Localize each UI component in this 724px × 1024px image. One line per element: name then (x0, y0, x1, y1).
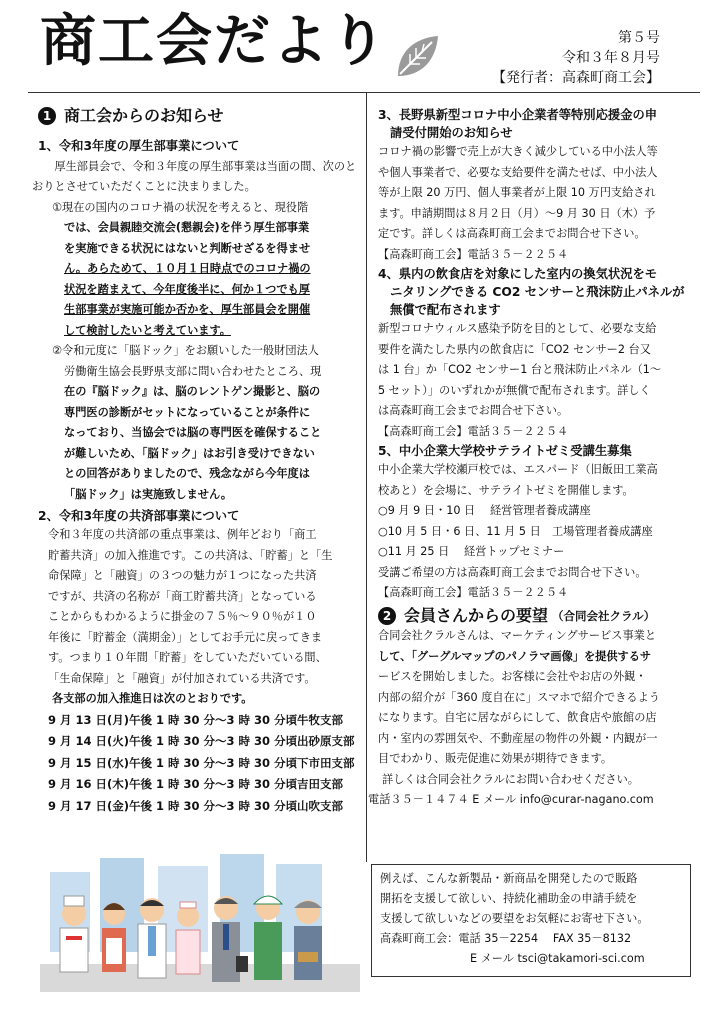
item1-point2 (38, 341, 364, 505)
waitress-figure (102, 903, 126, 972)
schedule-item: 9 月 14 日(火)午後 1 時 30 分～3 時 30 分頃出砂原支部 (48, 734, 355, 748)
item2-title: 2、令和3年度の共済部事業について (38, 509, 240, 523)
item5-course2: ○10 月 5 日・6 日、11 月 5 日 工場管理者養成講座 (378, 524, 653, 538)
nurse-figure (176, 902, 200, 974)
item1-point1-line5: 状況を踏まえて、今年度後半に、何か１つでも厚 (64, 282, 310, 296)
item1-point2-line2: 労働衛生協会長野県支部に問い合わせたところ、現 (64, 364, 322, 378)
item3-line5: 定です。詳しくは高森町商工会までお問合せ下さい。 (378, 227, 646, 240)
item2-line8: 「生命保障」と「融資」が付加されている共済です。 (48, 671, 316, 685)
item4-line4: 5 セット）」のいずれかが無償で配布されます。詳しく (378, 383, 651, 397)
item1-point2-line5: なっており、当協会では脳の専門医を確保すること (64, 426, 322, 439)
item5-course1: ○9 月 9 日・10 日 経営管理者養成講座 (378, 504, 591, 517)
item1-point1-line7: して検討したいと考えています。 (64, 323, 231, 337)
item2-body (38, 525, 364, 710)
item3-line2: や個人事業者で、必要な支給要件を満たせば、中小法人 (378, 165, 658, 179)
issue-date: 令和３年８月号 (562, 50, 660, 66)
workers-illustration (40, 852, 360, 992)
left-column (32, 106, 364, 817)
column-divider (366, 92, 367, 862)
section2-line6: 内・室内の雰囲気や、不動産屋の物件の外観・内観が一 (378, 731, 658, 745)
item1-point2-line7: との回答がありましたので、残念ながら今年度は (64, 467, 310, 480)
section2-line2: して、「グーグルマップのパノラマ画像」を提供するサ (378, 649, 652, 663)
item1-point2-line3: 在の『脳ドック』は、脳のレントゲン撮影と、脳の (64, 385, 321, 398)
item3-line3: 等が上限 20 万円、個人事業者が上限 10 万円支給され (378, 186, 656, 199)
item1-point1 (38, 198, 364, 342)
item2-line1: 令和３年度の共済部の重点事業は、例年どおり「商工 (48, 528, 317, 541)
item4-contact: 【高森町商工会】電話３５－２２５４ (378, 424, 569, 438)
schedule-item: 9 月 13 日(月)午後 1 時 30 分～3 時 30 分頃牛牧支部 (48, 712, 344, 727)
item1-point1-line4: ん。あらためて、１０月１日時点でのコロナ禍の (64, 262, 311, 275)
section2-line4: 内部の紹介が「360 度自在に」スマホで紹介できるよう (378, 690, 660, 704)
item4-line3: は 1 台」か「CO2 センサー1 台と飛沫防止パネル（1～ (378, 363, 662, 376)
item5-course3: ○11 月 25 日 経営トップセミナー (378, 545, 565, 558)
item2-line4: ですが、共済の名称が「商工貯蓄共済」となっている (48, 589, 317, 603)
section1-number: 1 (38, 107, 56, 125)
schedule-list (38, 710, 364, 818)
item2-line6: 年後に「貯蓄金（満期金）」としてお手元に戻ってきま (48, 630, 323, 644)
item4-line1: 新型コロナウィルス感染予防を目的として、必要な支給 (378, 322, 657, 335)
schedule-item: 9 月 15 日(水)午後 1 時 30 分～3 時 30 分頃下市田支部 (48, 755, 355, 770)
item2-line3: 命保障」と「融資」の３つの魅力が１つになった共済 (48, 569, 317, 582)
issue-publisher: 【発行者：高森町商工会】 (492, 70, 660, 86)
item1-point2-line4: 専門医の診断がセットになっていることが条件に (64, 405, 311, 419)
item4-line2: 要件を満たした県内の飲食店に「CO2 センサー2 台又 (378, 342, 651, 356)
chef-figure (60, 896, 88, 972)
section2-line7: 目でわかり、販売促進に効果が期待できます。 (378, 752, 613, 765)
section1-title: 商工会からのお知らせ (64, 106, 224, 125)
worker-figure (254, 896, 282, 980)
section2-subtitle: （合同会社クラル） (552, 608, 656, 623)
item2-line9: 各支部の加入推進日は次のとおりです。 (52, 692, 253, 705)
item3-contact: 【高森町商工会】電話３５－２２５４ (378, 247, 569, 261)
item1-point2-line6: が難しいため、「脳ドック」はお引き受けできない (64, 446, 315, 460)
item5-line2: 校あと）を会場に、サテライトゼミを開催します。 (378, 483, 634, 497)
issue-number: 第５号 (618, 30, 660, 46)
item1-intro: 厚生部員会で、令和３年度の厚生部事業は当面の間、次のとおりとさせていただくことに決まりました。 (32, 159, 357, 193)
item1-point2-line1: ②令和元度に「脳ドック」をお願いした一般財団法人 (52, 344, 319, 357)
schedule-item: 9 月 17 日(金)午後 1 時 30 分～3 時 30 分頃山吹支部 (48, 798, 344, 813)
item3-title-line1: 3、長野県新型コロナ中小企業者等特別応援金の申 (378, 108, 658, 122)
item1-title: 1、令和3年度の厚生部事業について (38, 138, 240, 153)
request-box-line3: 支援して欲しいなどの要望をお気軽にお寄せ下さい。 (380, 912, 649, 925)
section2-line3: ービスを開始しました。お客様に会社やお店の外観・ (378, 670, 647, 683)
request-box (371, 864, 691, 977)
item4-line5: は高森町商工会までお問合せ下さい。 (378, 404, 569, 417)
item3-line4: ます。申請期間は８月２日（月）～9 月 30 日（木）予 (378, 206, 656, 220)
request-box-line2: 開拓を支援して欲しい、持続化補助金の申請手続を (380, 892, 638, 905)
item2-line2: 貯蓄共済」の加入推進です。この共済は、｢貯蓄」と「生 (48, 548, 333, 562)
masthead-title: 商工会だより (40, 9, 388, 74)
item5-line3: 受講ご希望の方は高森町商工会までお問合せ下さい。 (378, 565, 647, 579)
item2-line7: す。つまり１０年間「貯蓄」をしていただいている間、 (48, 651, 327, 664)
section2-contact: 電話３５－１４７４ E メール info@curar-nagano.com (368, 793, 654, 806)
section1-heading (38, 106, 364, 127)
section2-line8: 詳しくは合同会社クラルにお問い合わせください。 (382, 772, 639, 786)
item1-point1-line2: では、会員親睦交流会(懇親会)を伴う厚生部事業 (64, 221, 310, 234)
item4-title-line2: ニタリングできる CO2 センサーと飛沫防止パネルが (390, 285, 685, 299)
request-box-email: E メール tsci@takamori-sci.com (470, 952, 645, 965)
item3-line1: コロナ禍の影響で売上が大きく減少している中小法人等 (378, 145, 658, 158)
section2-heading (378, 606, 696, 627)
item4-title-line1: 4、県内の飲食店を対象にした室内の換気状況をモ (378, 267, 658, 281)
item5-contact: 【高森町商工会】電話３５－２２５４ (378, 586, 569, 599)
item1-point2-line8: 「脳ドック」は実施致しません。 (64, 487, 233, 501)
item1-point1-line1: ①現在の国内のコロナ禍の状況を考えると、現役階 (52, 200, 309, 214)
item4-title-line3: 無償で配布されます (390, 303, 501, 317)
item5-line1: 中小企業大学校瀬戸校では、エスパード（旧飯田工業高 (378, 463, 658, 476)
item3-title-line2: 請受付開始のお知らせ (390, 126, 513, 140)
section2-line5: になります。自宅に居ながらにして、飲食店や旅館の店 (378, 711, 657, 724)
leaf-icon (392, 32, 442, 82)
section2-number: 2 (378, 607, 396, 625)
section2-title: 会員さんからの要望 (404, 605, 549, 625)
item1-point1-line6: 生部事業が実施可能か否かを、厚生部員会を開催 (64, 303, 311, 316)
request-box-line4: 高森町商工会：電話 35－2254 FAX 35－8132 (380, 932, 632, 945)
item5-title: 5、中小企業大学校サテライトゼミ受講生募集 (378, 444, 632, 458)
engineer-figure (294, 900, 322, 980)
doctor-figure (138, 898, 166, 978)
header-divider (28, 92, 700, 93)
item1-point1-line3: を実施できる状況にはないと判断せざるを得ませ (64, 241, 311, 255)
item2-line5: ことからもわかるように掛金の７５％～９０％が１０ (48, 610, 317, 623)
request-box-line1: 例えば、こんな新製品・新商品を開発したので販路 (380, 872, 638, 885)
right-column (368, 106, 696, 811)
schedule-item: 9 月 16 日(木)午後 1 時 30 分～3 時 30 分頃吉田支部 (48, 777, 344, 791)
section2-line1: 合同会社クラルさんは、マーケティングサービス事業と (378, 629, 657, 642)
